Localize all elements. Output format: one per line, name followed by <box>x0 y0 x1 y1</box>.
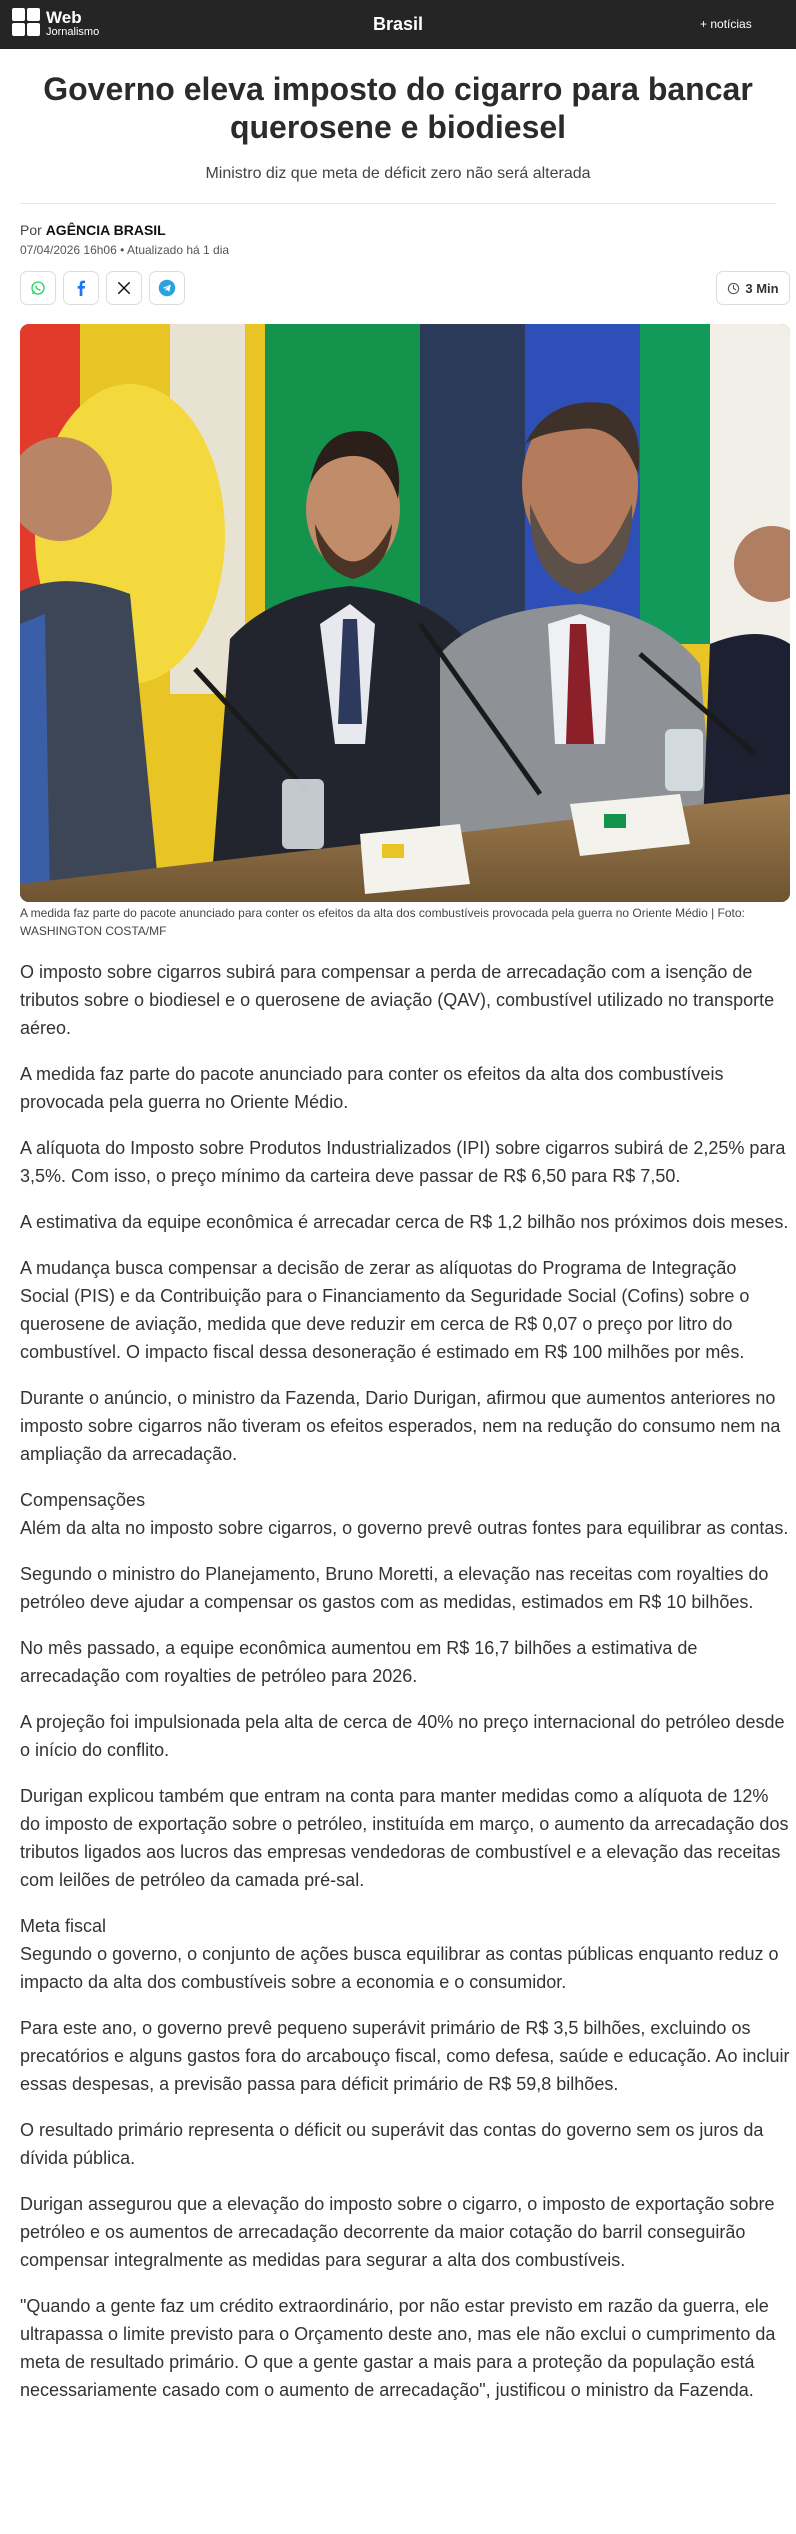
share-telegram-button[interactable] <box>149 271 185 305</box>
paragraph: Durigan assegurou que a elevação do imposto sobre o cigarro, o imposto de exportação sobre petróleo e os aumentos de arrecadação decorrente da maior cotação do barril conseguirão compensar integralmente as medidas para segurar a alta dos combustíveis. <box>20 2194 775 2270</box>
more-news-link[interactable]: + notícias <box>700 17 752 31</box>
paragraph: A alíquota do Imposto sobre Produtos Industrializados (IPI) sobre cigarros subirá de 2,25% para 3,5%. Com isso, o preço mínimo da carteira deve passar de R$ 6,50 para R$ 7,50. <box>20 1138 786 1186</box>
whatsapp-icon <box>30 280 46 296</box>
share-whatsapp-button[interactable] <box>20 271 56 305</box>
photo-caption: A medida faz parte do pacote anunciado para conter os efeitos da alta dos combustíveis provocada pela guerra no Oriente Médio | Foto: WASHINGTON COSTA/MF <box>20 906 745 938</box>
dateline: 07/04/2026 16h06 • Atualizado há 1 dia <box>20 243 230 257</box>
paragraph: A mudança busca compensar a decisão de zerar as alíquotas do Programa de Integração Social (PIS) e da Contribuição para o Financiamento da Seguridade Social (Cofins) sobre o querosene de aviação, medida que deve reduzir em cerca de R$ 0,07 o preço por litro do combustível. O impacto fiscal dessa desoneração é estimado em R$ 100 milhões por mês. <box>20 1258 750 1362</box>
read-time-badge <box>716 271 790 305</box>
paragraph: Durante o anúncio, o ministro da Fazenda, Dario Durigan, afirmou que aumentos anteriores no imposto sobre cigarros não tiveram os efeitos esperados, nem na redução do consumo nem na ampliação da arrecadação. <box>20 1388 781 1464</box>
article-photo[interactable] <box>20 324 790 902</box>
section-heading-meta-fiscal: Meta fiscal <box>20 1916 107 1936</box>
telegram-icon <box>158 279 176 297</box>
top-bar <box>0 0 796 49</box>
paragraph: No mês passado, a equipe econômica aumentou em R$ 16,7 bilhões a estimativa de arrecadação com royalties de petróleo para 2026. <box>20 1638 698 1686</box>
paragraph: "Quando a gente faz um crédito extraordinário, por não estar previsto em razão da guerra, ele ultrapassa o limite previsto para o Orçamento deste ano, mas ele não exclui o cumprimento da meta de resultado primário. O que a gente gastar a mais para a proteção da população está necessariamente casado com o aumento de arrecadação", justificou o ministro da Fazenda. <box>20 2296 776 2400</box>
byline <box>20 221 166 239</box>
facebook-icon <box>74 280 88 296</box>
read-time-label: 3 Min <box>745 280 779 296</box>
article-body <box>20 958 790 2422</box>
article-subtitle: Ministro diz que meta de déficit zero não será alterada <box>205 165 591 182</box>
paragraph: A projeção foi impulsionada pela alta de cerca de 40% no preço internacional do petróleo desde o início do conflito. <box>20 1712 785 1760</box>
publish-date: 07/04/2026 16h06 <box>20 243 117 257</box>
paragraph: O imposto sobre cigarros subirá para compensar a perda de arrecadação com a isenção de tributos sobre o biodiesel e o querosene de aviação (QAV), combustível utilizado no transporte aéreo. <box>20 962 775 1038</box>
paragraph: A estimativa da equipe econômica é arrecadar cerca de R$ 1,2 bilhão nos próximos dois meses. <box>20 1212 789 1232</box>
byline-prefix: Por <box>20 222 42 238</box>
updated-time: Atualizado há 1 dia <box>126 243 230 257</box>
paragraph: Durigan explicou também que entram na conta para manter medidas como a alíquota de 12% do imposto de exportação sobre o petróleo, instituída em março, o aumento da arrecadação dos tributos ligados aos lucros das empresas vendedoras de combustível e a elevação das receitas com leilões de petróleo da camada pré-sal. <box>20 1786 789 1890</box>
paragraph: Além da alta no imposto sobre cigarros, o governo prevê outras fontes para equilibrar as contas. <box>20 1518 789 1538</box>
section-title[interactable]: Brasil <box>372 14 424 34</box>
paragraph: Segundo o ministro do Planejamento, Bruno Moretti, a elevação nas receitas com royalties do petróleo deve ajudar a compensar os gastos com as medidas, estimados em R$ 10 bilhões. <box>20 1564 769 1612</box>
logo-title: Web <box>46 8 82 27</box>
logo-subtitle: Jornalismo <box>46 26 100 38</box>
share-facebook-button[interactable] <box>63 271 99 305</box>
clock-icon <box>727 282 740 295</box>
paragraph: Segundo o governo, o conjunto de ações busca equilibrar as contas públicas enquanto reduz o impacto da alta dos combustíveis sobre a economia e o consumidor. <box>20 1944 779 1992</box>
paragraph: A medida faz parte do pacote anunciado para conter os efeitos da alta dos combustíveis provocada pela guerra no Oriente Médio. <box>20 1064 724 1112</box>
section-heading-compensacoes: Compensações <box>20 1490 146 1510</box>
article-title: Governo eleva imposto do cigarro para bancar querosene e biodiesel <box>43 71 753 145</box>
author-name[interactable]: AGÊNCIA BRASIL <box>45 222 166 238</box>
x-icon <box>117 281 131 295</box>
press-conference-photo <box>20 324 790 902</box>
paragraph: Para este ano, o governo prevê pequeno superávit primário de R$ 3,5 bilhões, excluindo os precatórios e alguns gastos fora do arcabouço fiscal, como defesa, saúde e educação. Ao incluir essas despesas, a previsão passa para déficit primário de R$ 59,8 bilhões. <box>20 2018 790 2094</box>
divider <box>20 203 776 204</box>
share-x-button[interactable] <box>106 271 142 305</box>
paragraph: O resultado primário representa o déficit ou superávit das contas do governo sem os juros da dívida pública. <box>20 2120 764 2168</box>
